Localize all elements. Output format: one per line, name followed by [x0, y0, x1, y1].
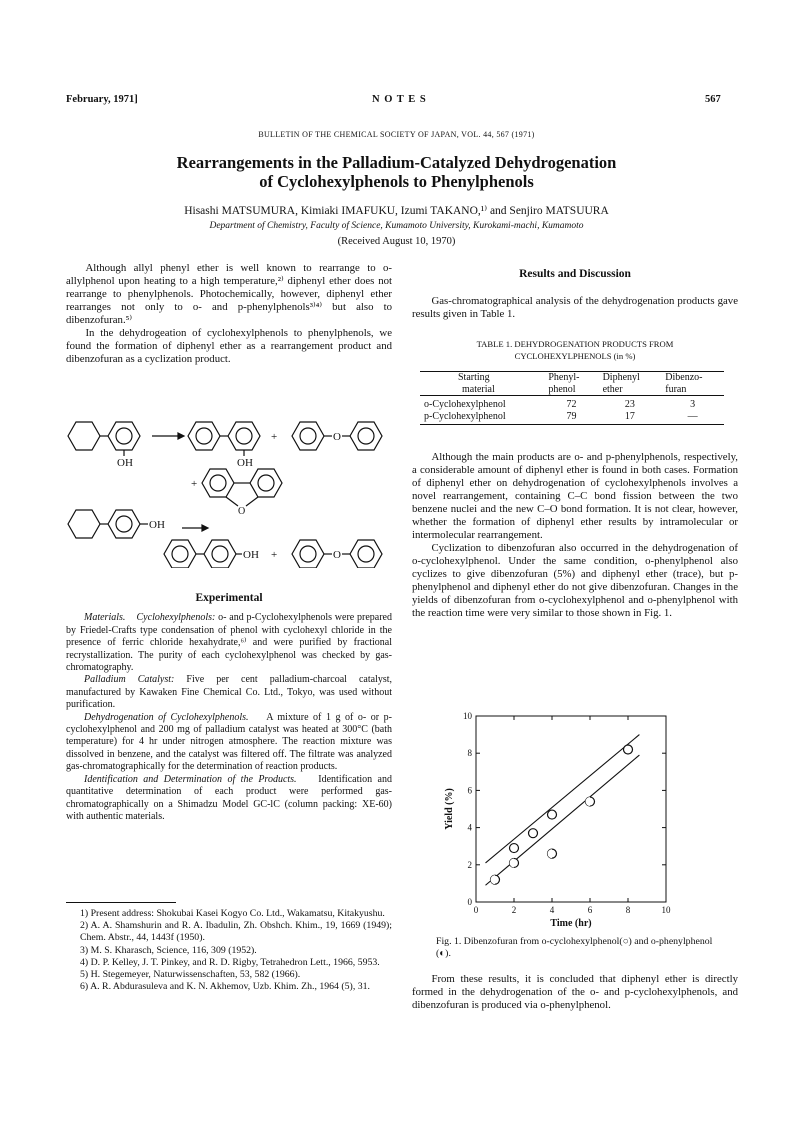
fit-line	[486, 755, 640, 885]
table-caption-line-2: CYCLOHEXYLPHENOLS (in %)	[514, 351, 636, 361]
x-tick-label: 0	[473, 905, 479, 915]
phenol-ring-4	[204, 540, 236, 568]
table-cell: 79	[566, 410, 577, 422]
authors: Hisashi MATSUMURA, Kimiaki IMAFUKU, Izumi TAKANO,¹⁾ and Senjiro MATSUURA	[184, 205, 609, 217]
intro-paragraph-2: In the dehydrogeation of cyclohexylphenols to phenylphenols, we found the formation of diphenyl ether as a rearrangement product and dibenzofuran as a cyclization product.	[66, 327, 392, 365]
table-cell: o-Cyclohexylphenol	[424, 399, 506, 410]
x-axis-label: Time (hr)	[550, 918, 592, 929]
materials-sublabel: Cyclohexylphenols:	[136, 612, 216, 624]
furan-o-label: O	[238, 506, 246, 517]
cyclohexyl-ring-1	[68, 422, 100, 450]
catalyst-label: Palladium Catalyst:	[84, 674, 175, 686]
results-body	[412, 451, 738, 620]
table-cell: 17	[624, 410, 635, 422]
th-starting-material: Starting material	[458, 372, 495, 395]
conclusion	[412, 973, 738, 1012]
figure-1-chart	[430, 706, 710, 932]
cyclohexyl-ring-2	[68, 510, 100, 538]
phenyl-ring-3	[350, 422, 382, 450]
footnote-4: 4) D. P. Kelley, J. T. Pinkey, and R. D. Rigby, Tetrahedron Lett., 1966, 5953.	[80, 956, 380, 968]
plus-sign-2: +	[191, 478, 198, 490]
catalyst-text: Five per cent palladium-charcoal catalyst, manufactured by Kawaken Fine Chemical Co. Ltd., Tokyo, was used without purification.	[66, 674, 392, 711]
footnote-1: 1) Present address: Shokubai Kasei Kogyo Co. Ltd., Wakamatsu, Kitakyushu.	[80, 908, 385, 919]
received-date: (Received August 10, 1970)	[337, 236, 456, 247]
table-row	[420, 396, 724, 411]
experimental-section	[66, 592, 392, 823]
table-cell: 72	[566, 399, 577, 410]
results-paragraph-4: From these results, it is concluded that diphenyl ether is directly formed in the dehydrogenation of the o- and p-cyclohexylphenols, and dibenzofuran is produced via o-phenylphenol.	[412, 973, 738, 1011]
running-head-date: February, 1971]	[66, 94, 138, 105]
footnote-6: 6) A. R. Abdurasuleva and K. N. Akhemov, Uzb. Khim. Zh., 1964 (5), 31.	[80, 981, 370, 993]
oh-label-1: OH	[117, 457, 133, 469]
phenyl-ring-2	[292, 422, 324, 450]
title-line-2: of Cyclohexylphenols to Phenylphenols	[259, 172, 534, 191]
table-caption	[412, 338, 738, 362]
oh-label-3: OH	[149, 519, 165, 531]
table-cell: —	[687, 410, 698, 422]
page-number: 567	[705, 94, 721, 105]
x-tick-label: 8	[625, 905, 631, 915]
arrowhead-1	[178, 433, 184, 439]
table-cell: 23	[624, 399, 635, 410]
title-line-1: Rearrangements in the Palladium-Catalyzed Dehydrogenation	[176, 153, 617, 172]
y-tick-label: 10	[463, 711, 472, 721]
oh-label-4: OH	[243, 549, 259, 561]
phenol-ring-3	[108, 510, 140, 538]
th-diphenyl-ether: Diphenyl ether	[602, 372, 640, 395]
results-paragraph-2: Although the main products are o- and p-phenylphenols, respectively, a considerable amount of diphenyl ether is found in both cases. Formation of diphenyl ether on dehydrogenation of cyclohexylphenols involves a novel rearrangement, containing C–C bond fission between the two benzene nuclei and the new C–O bond formation. It is not clear, however, whether the formation of diphenyl ether results by intramolecular or intermolecular rearrangement.	[412, 451, 738, 541]
ether-o-label-1: O	[333, 431, 341, 443]
intro-paragraph-1: Although allyl phenyl ether is well known to rearrange to o-allylphenol upon heating to a high temperature,²⁾ diphenyl ether does not rearrange to phenylphenols. Photochemically, however, diphenyl ether rearranges not only to o- and p-phenylphenols³⁾⁴⁾ but also to dibenzofuran.⁵⁾	[66, 262, 392, 326]
results-paragraph-3: Cyclization to dibenzofuran also occurred in the dehydrogenation of o-cyclohexylphenol. Under the same condition, o-phenylphenol also cyclizes to give dibenzofuran (5%) and diphenyl ether (trace), but p-phenylphenol and diphenyl ether do not give dibenzofuran. Changes in the yields of dibenzofuran from o-cyclohexylphenol and o-phenylphenol with the reaction time were very similar to those shown in Fig. 1.	[412, 542, 738, 619]
table-cell: p-Cyclohexylphenol	[424, 410, 506, 422]
experimental-heading: Experimental	[195, 592, 263, 604]
footnote-rule	[66, 902, 176, 903]
results-intro	[412, 295, 738, 321]
y-axis-label: Yield (%)	[444, 788, 455, 830]
y-tick-label: 2	[467, 859, 472, 870]
phenyl-ring-1	[188, 422, 220, 450]
footnote-3: 3) M. S. Kharasch, Science, 116, 309 (1952).	[80, 944, 257, 956]
identification-label: Identification and Determination of the Products.	[84, 773, 297, 785]
plot-frame	[476, 716, 666, 902]
th-phenylphenol: Phenyl- phenol	[548, 372, 580, 395]
figure-caption: Fig. 1. Dibenzofuran from o-cyclohexylphenol(○) and o-phenylphenol (◐).	[436, 936, 713, 959]
table-cell: 3	[690, 399, 696, 410]
y-tick-label: 0	[467, 897, 472, 907]
data-point	[529, 829, 538, 838]
y-tick-label: 4	[467, 822, 472, 833]
phenyl-ring-4	[164, 540, 196, 568]
phenol-ring-2	[228, 422, 260, 450]
data-point	[624, 745, 633, 754]
dehydrogenation-text: A mixture of 1 g of o- or p-cyclohexylphenol and 200 mg of palladium catalyst was heated at 300°C (bath temperature) for 4 hr under nitrogen atmosphere. The reaction mixture was dissolved in benzene, and the catalyst was filtered off. The filtrate was analyzed gas-chromatographically for the determination of reaction products.	[66, 711, 393, 773]
plus-sign-1: +	[271, 431, 278, 443]
materials-label: Materials.	[84, 612, 126, 624]
phenol-ring-1	[108, 422, 140, 450]
dehydrogenation-label: Dehydrogenation of Cyclohexylphenols.	[84, 711, 249, 723]
table-1	[420, 371, 724, 425]
x-tick-label: 2	[511, 905, 517, 915]
footnote-5: 5) H. Stegemeyer, Naturwissenschaften, 53, 582 (1966).	[80, 969, 301, 981]
fit-line	[486, 735, 640, 863]
phenyl-ring-5	[292, 540, 324, 568]
reaction-scheme	[60, 418, 400, 568]
table-caption-line-1: TABLE 1. DEHYDROGENATION PRODUCTS FROM	[476, 339, 674, 349]
phenyl-ring-6	[350, 540, 382, 568]
identification-text: Identification and quantitative determination of each product were performed gas-chromatographically on a Shimadzu Model GC-lC (column packing: XE-60) with authentic materials.	[66, 773, 392, 822]
plus-sign-3: +	[271, 549, 278, 561]
dibenzofuran	[202, 469, 282, 506]
results-heading: Results and Discussion	[519, 268, 631, 280]
y-tick-label: 8	[467, 748, 472, 759]
data-point	[548, 810, 557, 819]
arrowhead-2	[202, 525, 208, 531]
y-tick-label: 6	[467, 785, 472, 796]
oh-label-2: OH	[237, 457, 253, 469]
journal-citation: BULLETIN OF THE CHEMICAL SOCIETY OF JAPAN, VOL. 44, 567 (1971)	[258, 130, 535, 139]
table-row	[420, 411, 724, 425]
article-title	[0, 153, 793, 191]
table-header-row	[420, 372, 724, 396]
x-tick-label: 10	[661, 905, 671, 915]
x-tick-label: 6	[587, 905, 593, 915]
ether-o-label-2: O	[333, 549, 341, 561]
materials-text: o- and p-Cyclohexylphenols were prepared by Friedel-Crafts type condensation of phenol with cyclohexyl chloride in the presence of ferric chloride hexahydrate,⁶⁾ and were purified by fractional recrystallization. The purity of each cyclohexylphenol was checked by gas-chromatography.	[66, 612, 392, 674]
affiliation: Department of Chemistry, Faculty of Science, Kumamoto University, Kurokami-machi, Kumamoto	[209, 221, 584, 231]
data-point	[510, 844, 519, 853]
footnotes	[66, 908, 392, 993]
results-paragraph-1: Gas-chromatographical analysis of the dehydrogenation products gave results given in Table 1.	[412, 295, 738, 320]
th-dibenzofuran: Dibenzo- furan	[665, 372, 703, 395]
footnote-2: 2) A. A. Shamshurin and R. A. Ibadulin, Zh. Obshch. Khim., 19, 1669 (1949); Chem. Abstr., 44, 1443f (1950).	[80, 920, 392, 944]
running-head-section: N O T E S	[372, 94, 427, 105]
x-tick-label: 4	[549, 905, 555, 915]
introduction	[66, 262, 392, 366]
